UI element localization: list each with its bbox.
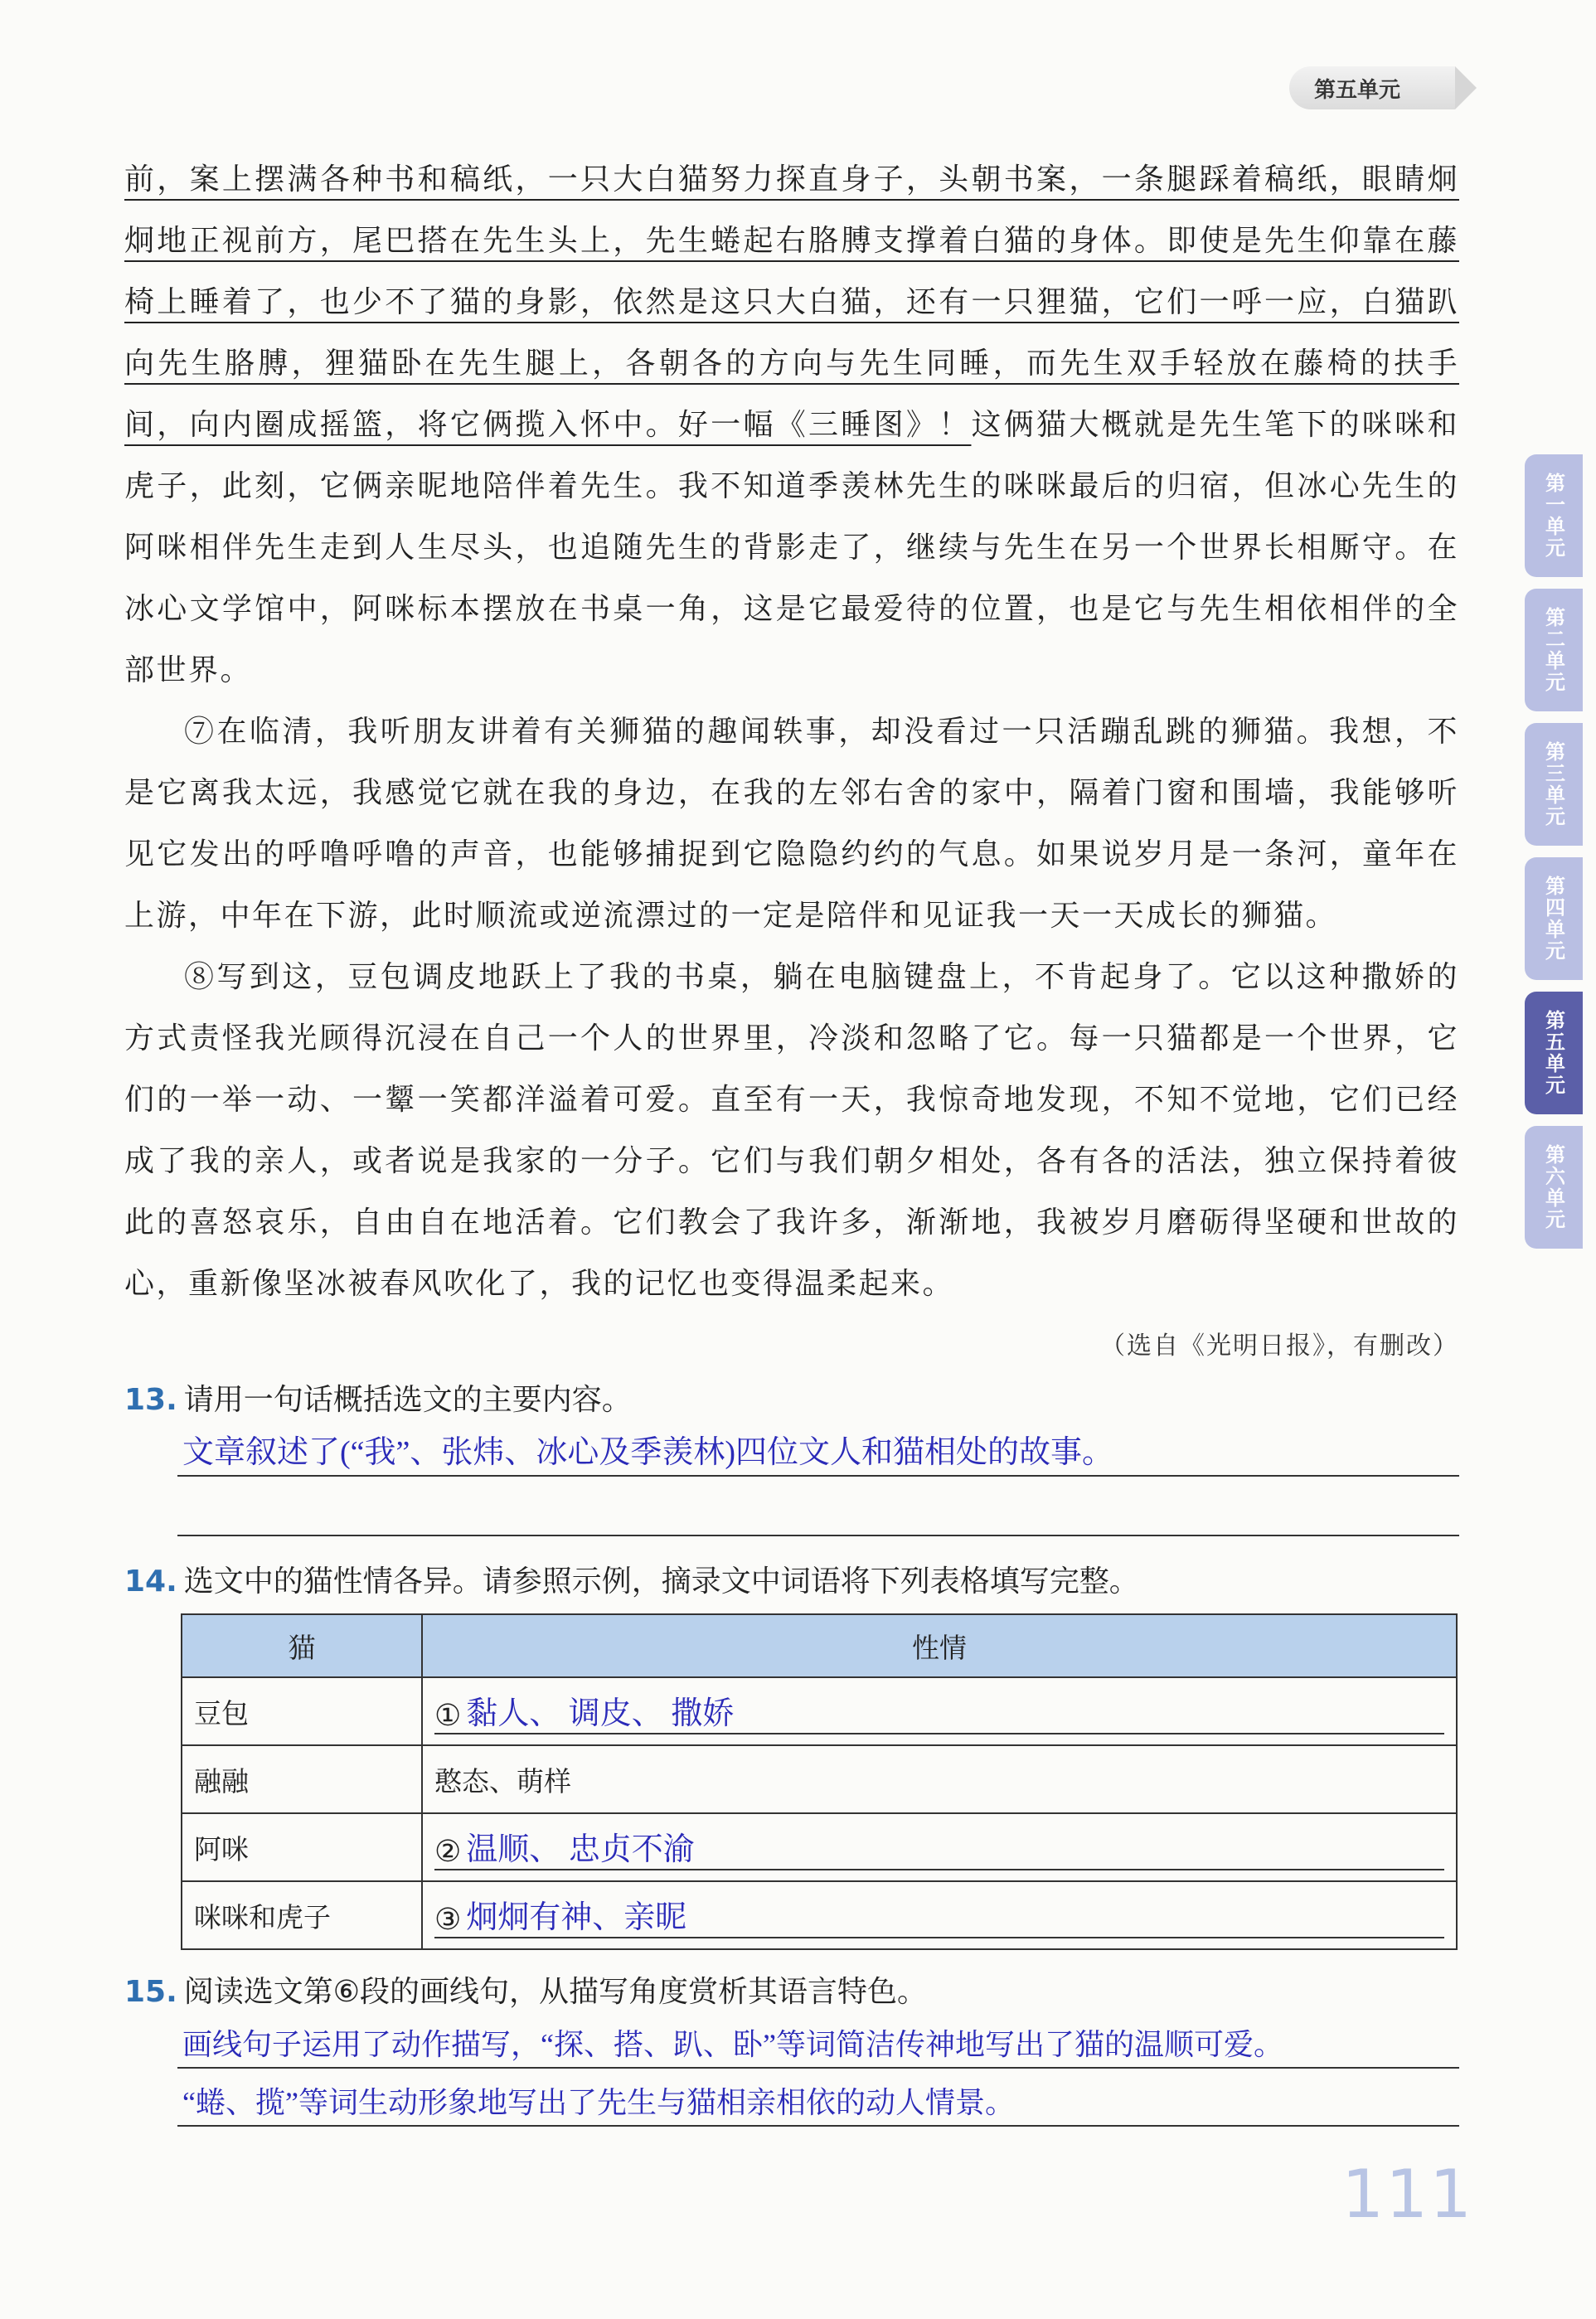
table-row xyxy=(182,1881,1457,1949)
trait-answer-field[interactable] xyxy=(434,1892,1444,1938)
side-tab-unit-4[interactable]: 第四单元 xyxy=(1525,857,1583,980)
question-13-number: 13. xyxy=(124,1383,177,1417)
cat-name: 豆包 xyxy=(182,1677,422,1745)
question-13-text: 请用一句话概括选文的主要内容。 xyxy=(183,1383,632,1417)
content-area xyxy=(124,149,1459,2127)
question-13 xyxy=(124,1376,1459,1419)
trait-cell: 憨态、萌样 xyxy=(422,1745,1457,1813)
side-tab-unit-2[interactable]: 第二单元 xyxy=(1525,589,1583,711)
answer-marker: ① xyxy=(434,1699,462,1732)
question-15-text: 阅读选文第⑥段的画线句，从描写角度赏析其语言特色。 xyxy=(183,1975,928,2009)
answer-marker: ③ xyxy=(434,1903,462,1936)
column-header-cat: 猫 xyxy=(182,1614,422,1677)
table-row xyxy=(182,1813,1457,1881)
trait-answer: 温顺、 忠贞不渝 xyxy=(466,1832,695,1867)
trait-answer: 黏人、 调皮、 撒娇 xyxy=(466,1696,735,1731)
trait-answer-field[interactable] xyxy=(434,1688,1444,1734)
passage-source: （选自《光明日报》，有删改） xyxy=(1100,1332,1459,1361)
table-row xyxy=(182,1677,1457,1745)
cat-name: 融融 xyxy=(182,1745,422,1813)
side-tab-unit-3[interactable]: 第三单元 xyxy=(1525,723,1583,846)
table-header-row xyxy=(182,1614,1457,1677)
answer-15-line-2[interactable]: “蜷、揽”等词生动形象地写出了先生与猫相亲相依的动人情景。 xyxy=(177,2069,1459,2127)
trait-cell xyxy=(422,1881,1457,1949)
column-header-trait: 性情 xyxy=(422,1614,1457,1677)
question-15-number: 15. xyxy=(124,1975,177,2009)
side-tab-unit-1[interactable]: 第一单元 xyxy=(1525,454,1583,577)
trait-cell xyxy=(422,1813,1457,1881)
answer-marker: ② xyxy=(434,1835,462,1868)
answer-15-line-1[interactable]: 画线句子运用了动作描写，“探、搭、趴、卧”等词简洁传神地写出了猫的温顺可爱。 xyxy=(177,2011,1459,2069)
passage-paragraph-7: ⑦在临清，我听朋友讲着有关狮猫的趣闻轶事，却没看过一只活蹦乱跳的狮猫。我想，不是它离我太远，我感觉它就在我的身边，在我的左邻右舍的家中，隔着门窗和围墙，我能够听见它发出的呼噜呼噜的声音，也能够捕捉到它隐隐约约的气息。如果说岁月是一条河，童年在上游，中年在下游，此时顺流或逆流漂过的一定是陪伴和见证我一天一天成长的狮猫。 xyxy=(124,715,1459,933)
question-14 xyxy=(124,1558,1459,1600)
underlined-sentence: 前，案上摆满各种书和稿纸，一只大白猫努力探直身子，头朝书案，一条腿踩着稿纸，眼睛炯炯地正视前方，尾巴搭在先生头上，先生蜷起右胳膊支撑着白猫的身体。即使是先生仰靠在藤椅上睡着了，也少不了猫的身影，依然是这只大白猫，还有一只狸猫，它们一呼一应，白猫趴向先生胳膊，狸猫卧在先生腿上，各朝各的方向与先生同睡，而先生双手轻放在藤椅的扶手间，向内圈成摇篮，将它俩揽入怀中。好一幅《三睡图》！ xyxy=(124,163,1459,442)
page-number: 111 xyxy=(1341,2156,1473,2233)
question-14-number: 14. xyxy=(124,1565,177,1599)
cat-name: 咪咪和虎子 xyxy=(182,1881,422,1949)
unit-header-tab xyxy=(1289,66,1455,109)
cat-traits-table xyxy=(181,1613,1458,1950)
passage-paragraph-6 xyxy=(124,149,1459,701)
table-row xyxy=(182,1745,1457,1813)
passage-paragraph-8: ⑧写到这，豆包调皮地跃上了我的书桌，躺在电脑键盘上，不肯起身了。它以这种撒娇的方式责怪我光顾得沉浸在自己一个人的世界里，冷淡和忽略了它。每一只猫都是一个世界，它们的一举一动、一颦一笑都洋溢着可爱。直至有一天，我惊奇地发现，不知不觉地，它们已经成了我的亲人，或者说是我家的一分子。它们与我们朝夕相处，各有各的活法，独立保持着彼此的喜怒哀乐，自由自在地活着。它们教会了我许多，渐渐地，我被岁月磨砺得坚硬和世故的心，重新像坚冰被春风吹化了，我的记忆也变得温柔起来。 xyxy=(124,960,1459,1301)
side-tab-unit-5[interactable]: 第五单元 xyxy=(1525,992,1583,1114)
question-15 xyxy=(124,1968,1459,2011)
cat-name: 阿咪 xyxy=(182,1813,422,1881)
answer-13-line[interactable]: 文章叙述了(“我”、张炜、冰心及季羡林)四位文人和猫相处的故事。 xyxy=(177,1419,1459,1477)
trait-answer-field[interactable] xyxy=(434,1824,1444,1870)
chevron-right-icon xyxy=(1455,66,1477,109)
answer-13-blank-line[interactable] xyxy=(177,1477,1459,1536)
trait-cell xyxy=(422,1677,1457,1745)
unit-header-label: 第五单元 xyxy=(1314,77,1401,103)
question-14-text: 选文中的猫性情各异。请参照示例，摘录文中词语将下列表格填写完整。 xyxy=(183,1565,1139,1599)
trait-answer: 炯炯有神、亲昵 xyxy=(466,1900,687,1935)
paragraph-6-rest: 这俩猫大概就是先生笔下的咪咪和虎子，此刻，它俩亲昵地陪伴着先生。我不知道季羡林先生的咪咪最后的归宿，但冰心先生的阿咪相伴先生走到人生尽头，也追随先生的背影走了，继续与先生在另一个世界长相厮守。在冰心文学馆中，阿咪标本摆放在书桌一角，这是它最爱待的位置，也是它与先生相依相伴的全部世界。 xyxy=(124,408,1459,687)
unit-side-tabs xyxy=(1525,454,1583,1260)
side-tab-unit-6[interactable]: 第六单元 xyxy=(1525,1126,1583,1249)
